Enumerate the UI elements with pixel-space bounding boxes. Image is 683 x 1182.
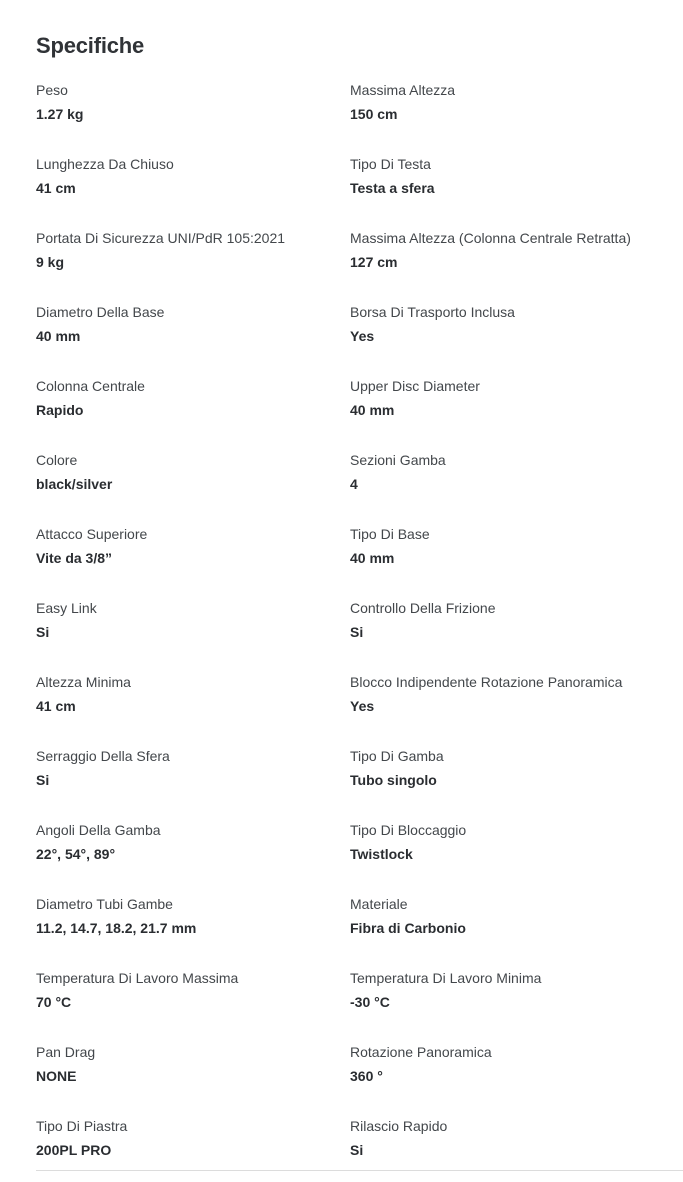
spec-item xyxy=(350,746,683,794)
spec-label: Upper Disc Diameter xyxy=(350,378,480,394)
spec-label: Tipo Di Gamba xyxy=(350,748,444,764)
spec-value: Si xyxy=(350,1142,364,1158)
spec-item xyxy=(350,80,683,128)
spec-value: Si xyxy=(350,624,364,640)
spec-label: Temperatura Di Lavoro Minima xyxy=(350,970,542,986)
spec-item xyxy=(350,228,683,276)
spec-label: Pan Drag xyxy=(36,1044,96,1060)
spec-value: Si xyxy=(36,624,50,640)
spec-label: Altezza Minima xyxy=(36,674,131,690)
spec-item xyxy=(350,376,683,424)
spec-label: Borsa Di Trasporto Inclusa xyxy=(350,304,515,320)
spec-item xyxy=(36,450,350,498)
spec-item xyxy=(36,1116,350,1164)
spec-item xyxy=(36,746,350,794)
spec-value: 41 cm xyxy=(36,698,76,714)
spec-value: NONE xyxy=(36,1068,77,1084)
spec-label: Tipo Di Base xyxy=(350,526,430,542)
spec-label: Diametro Della Base xyxy=(36,304,165,320)
spec-value: 200PL PRO xyxy=(36,1142,112,1158)
spec-value: 40 mm xyxy=(350,550,395,566)
spec-value: 40 mm xyxy=(350,402,395,418)
spec-item xyxy=(36,154,350,202)
spec-item xyxy=(36,524,350,572)
spec-value: Yes xyxy=(350,328,375,344)
spec-item xyxy=(36,968,350,1016)
spec-value: Yes xyxy=(350,698,375,714)
spec-label: Blocco Indipendente Rotazione Panoramica xyxy=(350,674,623,690)
spec-value: 127 cm xyxy=(350,254,398,270)
spec-label: Materiale xyxy=(350,896,408,912)
spec-value: 360 ° xyxy=(350,1068,383,1084)
spec-value: 41 cm xyxy=(36,180,76,196)
spec-value: Vite da 3/8” xyxy=(36,550,113,566)
spec-value: 22°, 54°, 89° xyxy=(36,846,116,862)
spec-label: Attacco Superiore xyxy=(36,526,148,542)
spec-item xyxy=(36,1042,350,1090)
spec-item xyxy=(350,968,683,1016)
section-divider xyxy=(36,1170,683,1171)
spec-value: Tubo singolo xyxy=(350,772,437,788)
spec-item xyxy=(350,154,683,202)
spec-value: 40 mm xyxy=(36,328,81,344)
spec-item xyxy=(36,302,350,350)
spec-value: 150 cm xyxy=(350,106,398,122)
spec-value: 70 °C xyxy=(36,994,72,1010)
spec-label: Rilascio Rapido xyxy=(350,1118,448,1134)
spec-label: Temperatura Di Lavoro Massima xyxy=(36,970,239,986)
spec-value: black/silver xyxy=(36,476,113,492)
spec-item xyxy=(350,450,683,498)
spec-item xyxy=(36,376,350,424)
spec-item xyxy=(36,820,350,868)
spec-item xyxy=(350,672,683,720)
spec-value: Si xyxy=(36,772,50,788)
spec-item xyxy=(36,672,350,720)
spec-label: Rotazione Panoramica xyxy=(350,1044,492,1060)
spec-grid xyxy=(36,80,683,1164)
spec-label: Peso xyxy=(36,82,68,98)
spec-value: Fibra di Carbonio xyxy=(350,920,466,936)
spec-label: Controllo Della Frizione xyxy=(350,600,496,616)
spec-label: Colonna Centrale xyxy=(36,378,145,394)
spec-label: Tipo Di Testa xyxy=(350,156,431,172)
spec-label: Sezioni Gamba xyxy=(350,452,446,468)
page-title: Specifiche xyxy=(36,33,145,58)
spec-label: Diametro Tubi Gambe xyxy=(36,896,173,912)
spec-item xyxy=(36,894,350,942)
spec-label: Portata Di Sicurezza UNI/PdR 105:2021 xyxy=(36,230,286,246)
spec-item xyxy=(350,524,683,572)
spec-item xyxy=(36,598,350,646)
spec-item xyxy=(350,894,683,942)
spec-value: 11.2, 14.7, 18.2, 21.7 mm xyxy=(36,920,197,936)
spec-value: 9 kg xyxy=(36,254,65,270)
spec-item xyxy=(350,820,683,868)
spec-label: Colore xyxy=(36,452,78,468)
spec-label: Serraggio Della Sfera xyxy=(36,748,170,764)
spec-label: Lunghezza Da Chiuso xyxy=(36,156,174,172)
spec-label: Angoli Della Gamba xyxy=(36,822,161,838)
spec-label: Easy Link xyxy=(36,600,97,616)
spec-label: Massima Altezza (Colonna Centrale Retratta) xyxy=(350,230,631,246)
spec-item xyxy=(36,80,350,128)
spec-item xyxy=(350,302,683,350)
spec-item xyxy=(350,1042,683,1090)
spec-value: -30 °C xyxy=(350,994,390,1010)
spec-label: Massima Altezza xyxy=(350,82,456,98)
spec-value: Testa a sfera xyxy=(350,180,435,196)
spec-value: 4 xyxy=(350,476,358,492)
spec-value: Rapido xyxy=(36,402,84,418)
spec-item xyxy=(350,598,683,646)
spec-label: Tipo Di Piastra xyxy=(36,1118,128,1134)
spec-item xyxy=(36,228,350,276)
spec-value: Twistlock xyxy=(350,846,413,862)
spec-label: Tipo Di Bloccaggio xyxy=(350,822,467,838)
spec-item xyxy=(350,1116,683,1164)
spec-value: 1.27 kg xyxy=(36,106,84,122)
